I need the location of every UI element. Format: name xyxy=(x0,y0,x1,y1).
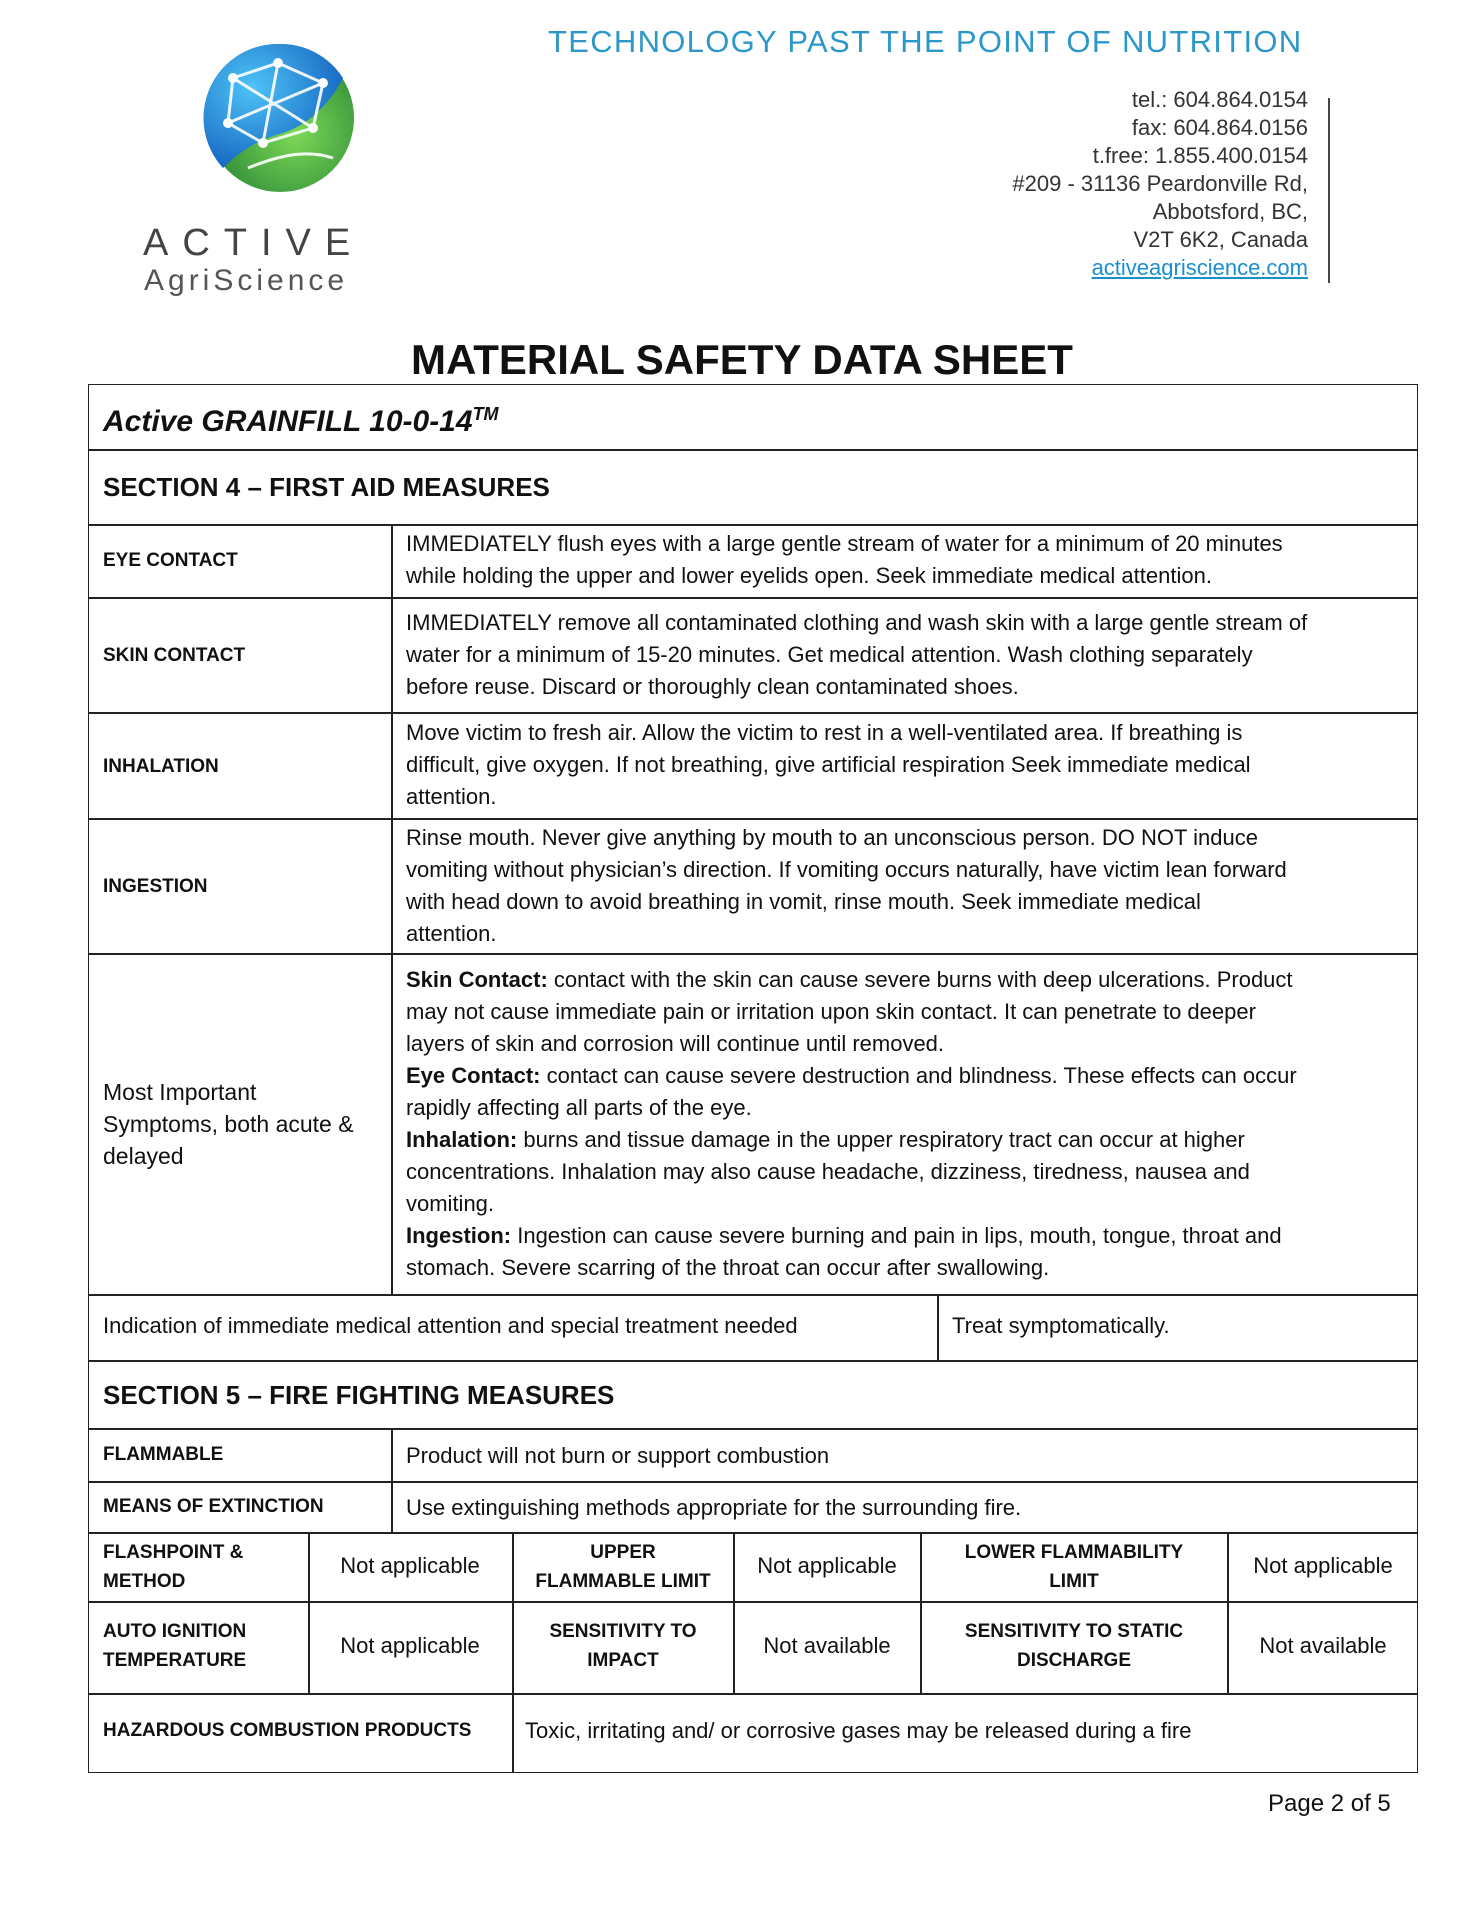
flammable-value: Product will not burn or support combustion xyxy=(406,1443,830,1468)
sensitivity-static-value: Not available xyxy=(1259,1633,1387,1658)
page-number: Page 2 of 5 xyxy=(1268,1790,1391,1817)
skin-contact-text: IMMEDIATELY remove all contaminated clothing and wash skin with a large gentle stream of water for a minimum of 15-20 minutes. Get medical attention. Wash clothing separately before reuse. Discard or thoroughly clean contaminated shoes. xyxy=(406,610,1308,699)
section5-heading: SECTION 5 – FIRE FIGHTING MEASURES xyxy=(103,1380,615,1410)
lower-flammability-limit-label: LOWER FLAMMABILITY LIMIT xyxy=(964,1542,1184,1592)
sensitivity-static-label: SENSITIVITY TO STATIC DISCHARGE xyxy=(964,1621,1184,1671)
indication-value: Treat symptomatically. xyxy=(952,1313,1170,1338)
symptoms-label: Most Important Symptoms, both acute & delayed xyxy=(103,1079,354,1169)
hazardous-combustion-value: Toxic, irritating and/ or corrosive gases may be released during a fire xyxy=(525,1718,1192,1743)
brand-subtitle: AgriScience xyxy=(144,264,349,297)
indication-label: Indication of immediate medical attention and special treatment needed xyxy=(103,1313,798,1338)
auto-ignition-label: AUTO IGNITION TEMPERATURE xyxy=(103,1621,247,1671)
contact-address-line3: V2T 6K2, Canada xyxy=(1133,227,1308,252)
inhalation-text: Move victim to fresh air. Allow the victim to rest in a well-ventilated area. If breathing is difficult, give oxygen. If not breathing, give artificial respiration Seek immediate medical attention. xyxy=(406,720,1251,809)
extinction-label: MEANS OF EXTINCTION xyxy=(103,1496,324,1517)
extinction-value: Use extinguishing methods appropriate for the surrounding fire. xyxy=(406,1495,1022,1520)
sensitivity-impact-value: Not available xyxy=(763,1633,891,1658)
contact-fax: fax: 604.864.0156 xyxy=(1131,115,1308,140)
lower-flammability-limit-value: Not applicable xyxy=(1253,1553,1393,1578)
eye-contact-text: IMMEDIATELY flush eyes with a large gentle stream of water for a minimum of 20 minutes while holding the upper and lower eyelids open. Seek immediate medical attention. xyxy=(406,531,1283,588)
symptoms-text: Skin Contact: contact with the skin can cause severe burns with deep ulcerations. Product may not cause immediate pain or irritation upon skin contact. It can penetrate to deeper layers of skin and corrosion will continue until removed. Eye Contact: contact can cause severe destruction and blindness. These effects can occur rapidly affecting all parts of the eye. Inhalation: burns and tissue damage in the upper respiratory tract can occur at higher concentrations. Inhalation may also cause headache, dizziness, tiredness, nausea and vomiting. Ingestion: Ingestion can cause severe burning and pain in lips, mouth, tongue, throat and stomach. Severe scarring of the throat can occur after swallowing. xyxy=(406,967,1297,1280)
ingestion-text: Rinse mouth. Never give anything by mouth to an unconscious person. DO NOT induce vomiting without physician’s direction. If vomiting occurs naturally, have victim lean forward with head down to avoid breathing in vomit, rinse mouth. Seek immediate medical attention. xyxy=(406,825,1287,946)
flashpoint-label: FLASHPOINT & METHOD xyxy=(103,1542,244,1592)
brand-name: ACTIVE xyxy=(143,222,365,264)
auto-ignition-value: Not applicable xyxy=(340,1633,480,1658)
section4-heading: SECTION 4 – FIRST AID MEASURES xyxy=(103,472,550,502)
contact-address-line2: Abbotsford, BC, xyxy=(1152,199,1308,224)
eye-contact-label: EYE CONTACT xyxy=(103,550,238,571)
ingestion-label: INGESTION xyxy=(103,876,208,897)
skin-contact-label: SKIN CONTACT xyxy=(103,645,246,666)
document-title: MATERIAL SAFETY DATA SHEET xyxy=(411,336,1073,383)
tagline: TECHNOLOGY PAST THE POINT OF NUTRITION xyxy=(548,24,1303,59)
website-link[interactable]: activeagriscience.com xyxy=(1091,255,1308,280)
flammable-label: FLAMMABLE xyxy=(103,1444,224,1465)
contact-block xyxy=(808,86,1308,282)
hazardous-combustion-label: HAZARDOUS COMBUSTION PRODUCTS xyxy=(103,1720,472,1741)
contact-tel: tel.: 604.864.0154 xyxy=(1131,87,1308,112)
sensitivity-impact-label: SENSITIVITY TO IMPACT xyxy=(549,1621,697,1671)
contact-divider xyxy=(1328,98,1330,283)
upper-flammable-limit-value: Not applicable xyxy=(757,1553,897,1578)
contact-address-line1: #209 - 31136 Peardonville Rd, xyxy=(1012,171,1308,196)
inhalation-label: INHALATION xyxy=(103,756,219,777)
active-agriscience-logo xyxy=(203,38,358,198)
contact-tfree: t.free: 1.855.400.0154 xyxy=(1092,143,1308,168)
product-name: Active GRAINFILL 10-0-14™ xyxy=(103,404,499,438)
flashpoint-value: Not applicable xyxy=(340,1553,480,1578)
upper-flammable-limit-label: UPPER FLAMMABLE LIMIT xyxy=(535,1542,711,1592)
